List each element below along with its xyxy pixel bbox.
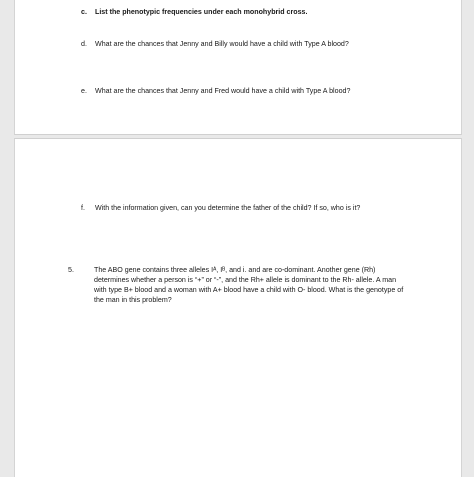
question-f-text: With the information given, can you determine the father of the child? If so, who is it? <box>95 204 361 212</box>
question-5-line: The ABO gene contains three alleles Iᴬ, Iᴮ, and i. and are co-dominant. Another gene (Rh) <box>94 266 376 274</box>
question-e-label: e. <box>81 87 87 95</box>
question-d-label: d. <box>81 40 87 48</box>
question-c-label: c. <box>81 8 87 16</box>
question-5-line: the man in this problem? <box>94 295 172 304</box>
question-5-number: 5. <box>68 266 74 274</box>
question-c-text: List the phenotypic frequencies under each monohybrid cross. <box>95 8 308 16</box>
question-e-text: What are the chances that Jenny and Fred would have a child with Type A blood? <box>95 87 351 95</box>
document-page-lower <box>14 138 462 477</box>
question-d-text: What are the chances that Jenny and Billy would have a child with Type A blood? <box>95 40 349 48</box>
question-5-line: with type B+ blood and a woman with A+ blood have a child with O- blood. What is the genotype of <box>94 285 404 294</box>
question-5-text <box>94 266 434 306</box>
question-5-line: determines whether a person is “+” or “-”, and the Rh+ allele is dominant to the Rh- allele. A man <box>94 275 397 284</box>
question-f-label: f. <box>81 204 85 212</box>
document-page-upper <box>14 0 462 135</box>
